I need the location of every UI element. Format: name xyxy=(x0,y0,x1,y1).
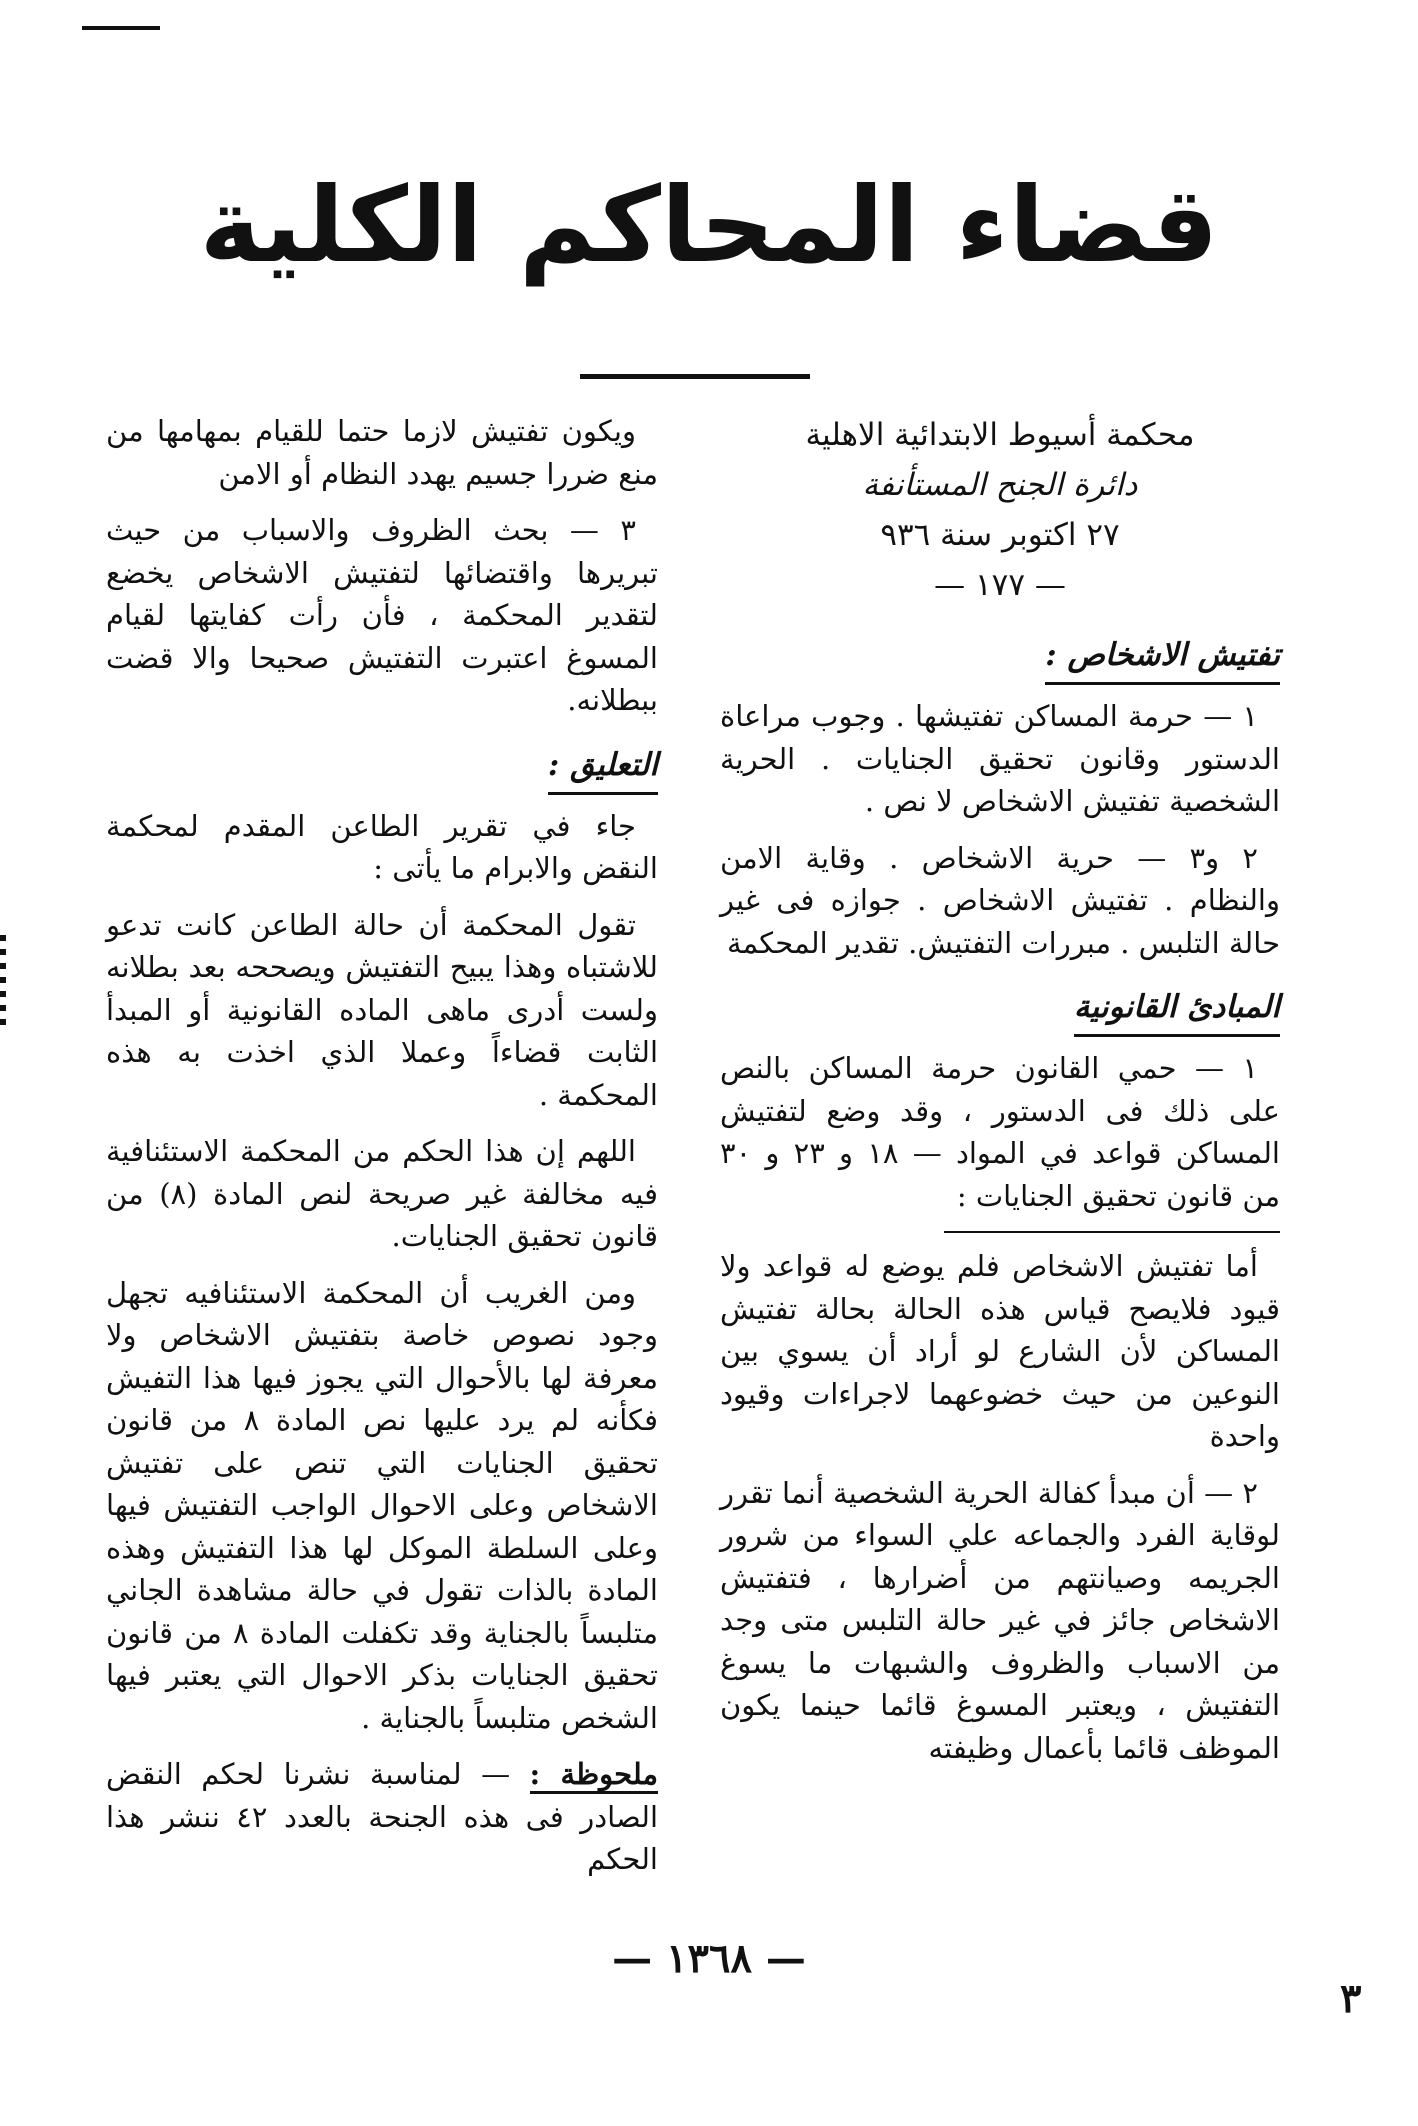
margin-scan-marks xyxy=(0,935,6,1025)
court-circuit: دائرة الجنح المستأنفة xyxy=(862,467,1138,503)
edge-mark: ٣ xyxy=(1340,1975,1362,2022)
subject-heading: تفتيش الاشخاص : xyxy=(1045,632,1280,685)
opening-paragraph: ٣ — بحث الظروف والاسباب من حيث تبريرها واقتضائها لتفتيش الاشخاص يخضع لتقدير المحكمة ، فأن رأت كفايتها لقيام المسوغ اعتبرت التفتيش صحيحا والا قضت ببطلانه. xyxy=(106,513,658,717)
court-name: محكمة أسيوط الابتدائية الاهلية xyxy=(805,417,1195,453)
principle-paragraph: ٢ — أن مبدأ كفالة الحرية الشخصية أنما تقرر لوقاية الفرد والجماعه علي السواء من شرور الجريمه وصيانتهم من أضرارها ، فتفتيش الاشخاص جائز في غير حالة التلبس متى وجد من الاسباب والظروف والشبهات ما يسوغ التفتيش ، ويعتبر المسوغ قائما حينما يكون الموظف قائما بأعمال وظيفته xyxy=(720,1475,1280,1765)
note-paragraph xyxy=(106,1753,658,1881)
masthead xyxy=(0,150,1418,300)
left-column xyxy=(106,410,658,1895)
commentary-paragraph: ومن الغريب أن المحكمة الاستئنافيه تجهل وجود نصوص خاصة بتفتيش الاشخاص ولا معرفة لها بالأحوال التي يجوز فيها هذا التفيش فكأنه لم يرد عليها نص المادة ٨ من قانون تحقيق الجنايات التي تنص على تفتيش الاشخاص وعلى الاحوال الواجب التفتيش فيها وعلى السلطة الموكل لها هذا التفتيش وهذه المادة بالذات تقول في حالة مشاهدة الجاني متلبساً بالجناية وقد تكفلت المادة ٨ من قانون تحقيق الجنايات بذكر الاحوال التي يعتبر فيها الشخص متلبساً بالجناية . xyxy=(106,1275,658,1735)
subject-paragraph: ٢ و٣ — حرية الاشخاص . وقاية الامن والنظام . تفتيش الاشخاص . جوازه فى غير حالة التلبس . مبررات التفتيش. تقدير المحكمة xyxy=(720,840,1280,960)
commentary-paragraph: تقول المحكمة أن حالة الطاعن كانت تدعو للاشتباه وهذا يبيح التفتيش ويصححه بعد بطلانه ولست أدرى ماهى الماده القانونية أو المبدأ الثابت قضاءاً وعملا الذي اخذت به هذه المحكمة . xyxy=(106,907,658,1112)
commentary-paragraph: اللهم إن هذا الحكم من المحكمة الاستئنافية فيه مخالفة غير صريحة لنص المادة (٨) من قانون تحقيق الجنايات. xyxy=(106,1134,658,1253)
principles-heading: المبادئ القانونية xyxy=(1074,984,1280,1037)
opening-paragraph: ويكون تفتيش لازما حتما للقيام بمهامها من منع ضررا جسيم يهدد النظام أو الامن xyxy=(106,414,658,491)
right-column xyxy=(720,410,1280,1783)
case-number: — ١٧٧ — xyxy=(934,567,1066,603)
note-text: — لمناسبة نشرنا لحكم النقض الصادر فى هذه الجنحة بالعدد ٤٢ ننشر هذا الحكم xyxy=(106,1757,658,1876)
masthead-rule xyxy=(580,374,810,379)
principle-paragraph: أما تفتيش الاشخاص فلم يوضع له قواعد ولا قيود فلايصح قياس هذه الحالة بحالة تفتيش المساكن لأن الشارع لو أراد أن يسوي بين النوعين من حيث خضوعهما لاجراءات وقيود واحدة xyxy=(720,1249,1280,1453)
note-label: ملحوظة : xyxy=(530,1757,658,1794)
court-date: ٢٧ اكتوبر سنة ٩٣٦ xyxy=(880,517,1120,553)
court-block xyxy=(720,410,1280,610)
page-number: — ١٣٦٨ — xyxy=(612,1935,806,1982)
top-scan-mark xyxy=(82,26,160,30)
paragraph-divider xyxy=(944,1231,1280,1233)
commentary-heading: التعليق : xyxy=(548,742,658,795)
commentary-paragraph: جاء في تقرير الطاعن المقدم لمحكمة النقض والابرام ما يأتى : xyxy=(106,808,658,885)
principle-paragraph: ١ — حمي القانون حرمة المساكن بالنص على ذلك فى الدستور ، وقد وضع لتفتيش المساكن قواعد في المواد — ١٨ و ٢٣ و ٣٠ من قانون تحقيق الجنايات : xyxy=(720,1051,1280,1213)
masthead-title: قضاء المحاكم الكلية xyxy=(199,164,1219,286)
subject-paragraph: ١ — حرمة المساكن تفتيشها . وجوب مراعاة الدستور وقانون تحقيق الجنايات . الحرية الشخصية تفتيش الاشخاص لا نص . xyxy=(720,699,1280,818)
